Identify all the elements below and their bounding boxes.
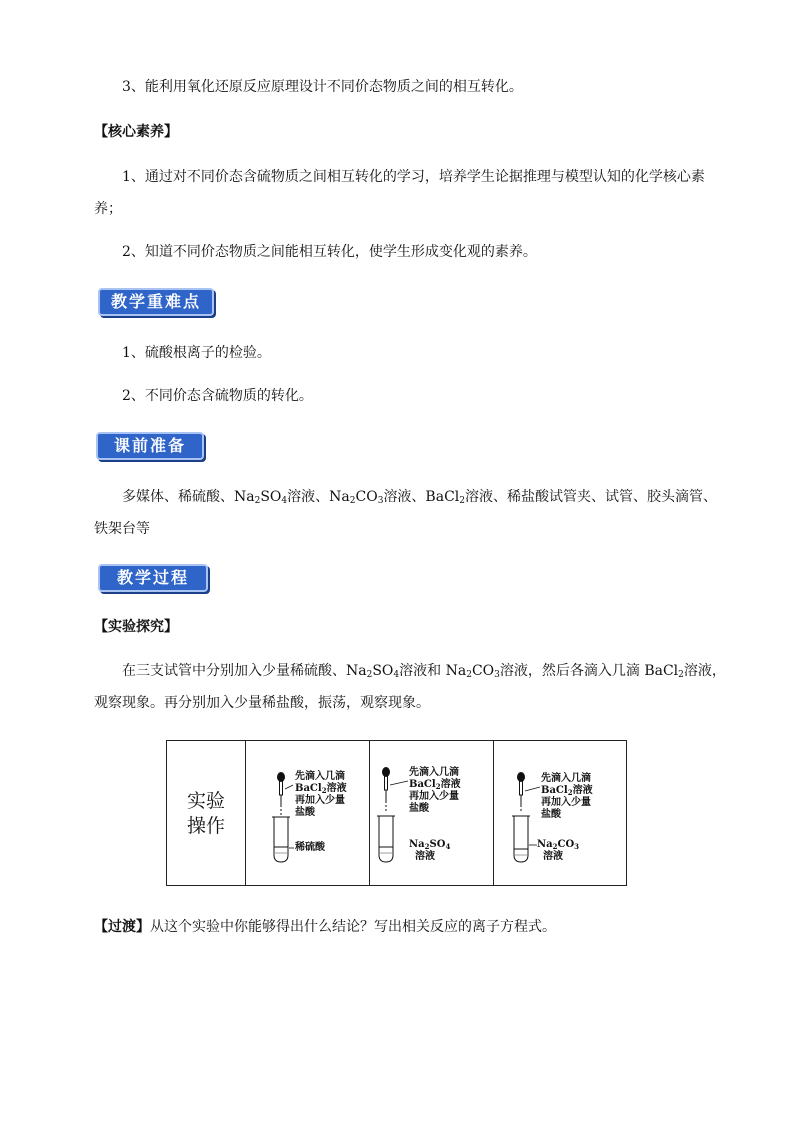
core-item-1-line-2: 养；	[94, 201, 122, 217]
experiment-paragraph-line-1: 在三支试管中分别加入少量稀硫酸、$Na_2SO_4$溶液和 $Na_2CO_3$溶液，然后各滴入几滴 BaCl$_2$溶液，	[122, 663, 726, 680]
transition-text: 从这个实验中你能够得出什么结论？写出相关反应的离子方程式。	[150, 919, 556, 935]
title-line-1: 实验	[186, 790, 225, 812]
key-point-1: 1、硫酸根离子的检验。	[122, 345, 271, 361]
dropper-label-line-2: BaCl$_2$溶液	[541, 785, 593, 797]
dropper-label-line-4: 盐酸	[409, 803, 429, 814]
dropper-label-line-3: 再加入少量	[409, 791, 459, 802]
experiment-cell-1	[245, 741, 369, 887]
transition-line	[94, 917, 556, 937]
preparation-line-1: 多媒体、稀硫酸、$Na_2SO_4$溶液、$Na_2CO_3$溶液、BaCl$_2$溶液、稀盐酸试管夹、试管、胶头滴管、	[122, 489, 717, 506]
experiment-cell-3	[493, 741, 626, 887]
dropper-label-line-3: 再加入少量	[295, 795, 345, 806]
tube-label-solution: 溶液	[415, 851, 435, 862]
dropper-label-line-3: 再加入少量	[541, 797, 591, 808]
tube-label-na2so4: $Na_2SO_4$	[409, 839, 451, 851]
badge-teaching-process: 教学过程	[98, 564, 208, 592]
objective-3: 3、能利用氧化还原反应原理设计不同价态物质之间的相互转化。	[122, 79, 523, 95]
badge-preparation: 课前准备	[96, 432, 204, 460]
badge-key-points: 教学重难点	[98, 288, 214, 316]
dropper-label-line-2: BaCl$_2$溶液	[295, 783, 347, 795]
experiment-operation-title	[167, 741, 245, 887]
dropper-label-line-4: 盐酸	[295, 807, 315, 818]
dropper-label-line-2: BaCl$_2$溶液	[409, 779, 461, 791]
tube-label-dilute-sulfuric-acid: 稀硫酸	[295, 842, 325, 853]
core-item-2: 2、知道不同价态物质之间能相互转化，使学生形成变化观的素养。	[122, 244, 537, 260]
experiment-table	[166, 740, 627, 886]
preparation-line-2: 铁架台等	[94, 521, 150, 537]
dropper-label-line-1: 先滴入几滴	[295, 771, 345, 782]
tube-label-solution: 溶液	[543, 851, 563, 862]
dropper-label-line-4: 盐酸	[541, 809, 561, 820]
dropper-tube-illustration-icon	[369, 741, 493, 887]
tube-label-na2co3: $Na_2CO_3$	[537, 839, 580, 851]
key-point-2: 2、不同价态含硫物质的转化。	[122, 388, 313, 404]
experiment-cell-2	[369, 741, 493, 887]
core-item-1-line-1: 1、通过对不同价态含硫物质之间相互转化的学习，培养学生论据推理与模型认知的化学核心素	[122, 169, 705, 185]
experiment-paragraph-line-2: 观察现象。再分别加入少量稀盐酸，振荡，观察现象。	[94, 695, 430, 711]
experiment-heading: 【实验探究】	[94, 619, 178, 635]
dropper-label-line-1: 先滴入几滴	[409, 767, 459, 778]
core-literacy-heading: 【核心素养】	[94, 124, 178, 140]
transition-heading: 【过渡】	[94, 919, 150, 935]
title-line-2: 操作	[186, 815, 225, 837]
dropper-label-line-1: 先滴入几滴	[541, 773, 591, 784]
